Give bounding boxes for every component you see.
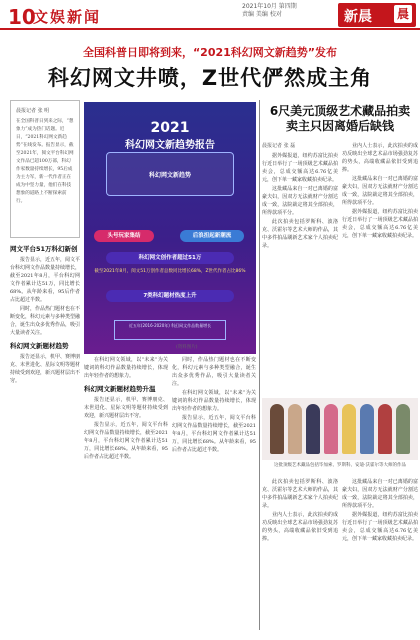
subheadline: 全国科普日即将到来，“2021科幻网文新趋势”发布 — [82, 46, 338, 59]
right-byline: 晨报记者 张 磊 — [262, 143, 296, 149]
mid-column-1 — [84, 356, 168, 626]
right-paragraph: 据外媒报道，纽约苏富比拍卖行近日举行了一场顶级艺术藏品拍卖会，总成交额高达6.76亿美元，创下单一藏家收藏拍卖纪录。 — [262, 153, 338, 183]
intro-byline: 晨报记者 张 明 — [16, 108, 50, 114]
left-heading-1: 网文平台51万科幻新创 — [10, 245, 78, 253]
right-paragraph: 据外媒报道，纽约苏富比拍卖行近日举行了一场顶级艺术藏品拍卖会，总成交额高达6.76亿美元，创下单一藏家收藏拍卖纪录。 — [342, 512, 418, 542]
report-tag-1: 头号玩家集结 — [94, 230, 154, 242]
mid-paragraph: 在科幻网文领域，以“未来”为关键词的科幻作品数量持续增长，体现出年轻作者的想象力。 — [84, 357, 168, 379]
mid-paragraph: 报告显示，近五年，阅文平台科幻网文作品数量持续增长，截至2021年8月，平台科幻网文作者累计达51万，同比增长68%。从年龄来看，95后作者占比超过半数。 — [172, 415, 256, 453]
artwork-figure — [378, 404, 392, 454]
mid-paragraph: 报告还显示，机甲、赛博朋克、末世进化、星际文明等题材持续受到欢迎，新兴题材层出不穷。 — [84, 397, 168, 419]
report-title — [84, 120, 256, 151]
page-number: 10 — [8, 5, 36, 29]
right-headline — [262, 104, 418, 134]
mid-paragraph: 报告显示，近五年，阅文平台科幻网文作品数量持续增长，截至2021年8月，平台科幻网文作者累计达51万，同比增长68%。从年龄来看，95后作者占比超过半数。 — [84, 422, 168, 460]
artwork-figure — [306, 404, 320, 454]
right-paragraph: 这批藏品来自一对已离婚的富豪夫妇，因双方无法就财产分割达成一致，法院裁定将其全部拍卖，所得款项平分。 — [342, 176, 418, 206]
report-bar-creators: 科幻网文创作者超过51万 — [106, 252, 234, 264]
issue-info — [242, 3, 297, 19]
right-paragraph: 业内人士表示，此次拍卖的成功反映出全球艺术品市场强劲复苏的势头，高端收藏品依旧受到追捧。 — [342, 143, 418, 173]
report-bar-themes: 7类科幻题材热度上升 — [106, 290, 234, 302]
mid-column-2 — [172, 356, 256, 626]
right-column-c — [262, 478, 338, 628]
left-paragraph: 报告显示，近五年，阅文平台科幻网文作品数量持续增长，截至2021年8月，平台科幻网文作者累计达51万，同比增长68%。从年龄来看，95后作者占比超过半数。 — [10, 257, 80, 303]
report-infographic — [84, 102, 256, 354]
intro-text: 在全国科普日到来之际，“想象力”成为热门话题。近日，“2021科幻网文新趋势”在线发布。报告显示，截至2021年，阅文平台科幻网文作品已超100万部，科幻作家数量持续增长，95后成为主力军，新一代作者正在成为中坚力量，他们在科技想象的道路上不断探索前行。 — [16, 119, 74, 204]
section-title: 文娱新闻 — [33, 8, 102, 26]
logo-text: 新晨 — [344, 9, 372, 25]
report-highlight-box — [106, 152, 234, 196]
artwork-figure — [324, 404, 338, 454]
right-column-a — [262, 142, 338, 392]
report-box-title: 科幻网文新趋势 — [148, 172, 191, 179]
mid-paragraph: 在科幻网文领域，以“未来”为关键词的科幻作品数量持续增长，体现出年轻作者的想象力。 — [172, 390, 256, 412]
artwork-photo — [262, 398, 418, 460]
right-paragraph: 此次拍卖包括罗斯科、波洛克、沃霍尔等艺术大师的作品，其中多件拍品刷新艺术家个人拍卖纪录。 — [262, 219, 338, 249]
artwork-figure — [270, 404, 284, 454]
right-paragraph: 据外媒报道，纽约苏富比拍卖行近日举行了一场顶级艺术藏品拍卖会，总成交额高达6.76亿美元，创下单一藏家收藏拍卖纪录。 — [342, 209, 418, 239]
photo-caption: 这批顶级艺术藏品包括毕加索、罗斯科、安迪·沃霍尔等大师的作品 — [274, 463, 406, 468]
left-column — [10, 242, 80, 622]
left-paragraph: 报告还显示，机甲、赛博朋克、末世进化、星际文明等题材持续受到欢迎，新兴题材层出不穷。 — [10, 354, 80, 384]
right-paragraph: 此次拍卖包括罗斯科、波洛克、沃霍尔等艺术大师的作品，其中多件拍品刷新艺术家个人拍卖纪录。 — [262, 479, 338, 509]
issue-editors: 责编 美编 校对 — [242, 11, 282, 18]
artwork-figure — [396, 404, 410, 454]
report-note: 近五年(2016-2020年) 科幻网文作品数量增长 — [114, 320, 226, 340]
mid-paragraph: 同时，作品热门题材也在不断变化，科幻元素与多种类型融合，诞生出众多优秀作品，吸引大量读者关注。 — [172, 357, 256, 387]
newspaper-header — [0, 0, 420, 30]
intro-box — [10, 100, 80, 238]
right-title-line-2: 卖主只因离婚后缺钱 — [285, 119, 394, 133]
report-year: 2021 — [150, 120, 190, 136]
artwork-figure — [342, 404, 356, 454]
artwork-figure — [360, 404, 374, 454]
report-tag-2: 后浪担起新潮流 — [180, 230, 244, 242]
report-caption: (资料图片) — [176, 345, 198, 350]
right-title-line-1: 6尺美元顶级艺术藏品拍卖 — [269, 104, 411, 118]
left-paragraph: 同时，作品热门题材也在不断变化，科幻元素与多种类型融合，诞生出众多优秀作品，吸引大量读者关注。 — [10, 306, 80, 336]
mid-heading: 科幻网文新题材趋势升温 — [84, 385, 156, 393]
logo-badge: 晨 — [394, 5, 412, 23]
masthead-logo — [338, 3, 416, 27]
left-heading-2: 科幻网文新题材趋势 — [10, 342, 69, 350]
right-column-b — [342, 142, 418, 392]
issue-date: 2021年10月 第四期 — [242, 3, 297, 10]
main-headline: 科幻网文井喷，Z世代俨然成主角 — [47, 66, 373, 90]
column-divider — [259, 100, 260, 630]
artwork-figure — [288, 404, 302, 454]
report-name: 科幻网文新趋势报告 — [125, 140, 215, 151]
right-paragraph: 这批藏品来自一对已离婚的富豪夫妇，因双方无法就财产分割达成一致，法院裁定将其全部拍卖，所得款项平分。 — [262, 186, 338, 216]
right-paragraph: 这批藏品来自一对已离婚的富豪夫妇，因双方无法就财产分割达成一致，法院裁定将其全部拍卖，所得款项平分。 — [342, 479, 418, 509]
report-stat: 截至2021年8月，阅文51万创作者总数同比增长68%，Z世代作者占比86% — [94, 269, 246, 274]
right-column-d — [342, 478, 418, 628]
right-paragraph: 业内人士表示，此次拍卖的成功反映出全球艺术品市场强劲复苏的势头，高端收藏品依旧受到追捧。 — [262, 512, 338, 542]
